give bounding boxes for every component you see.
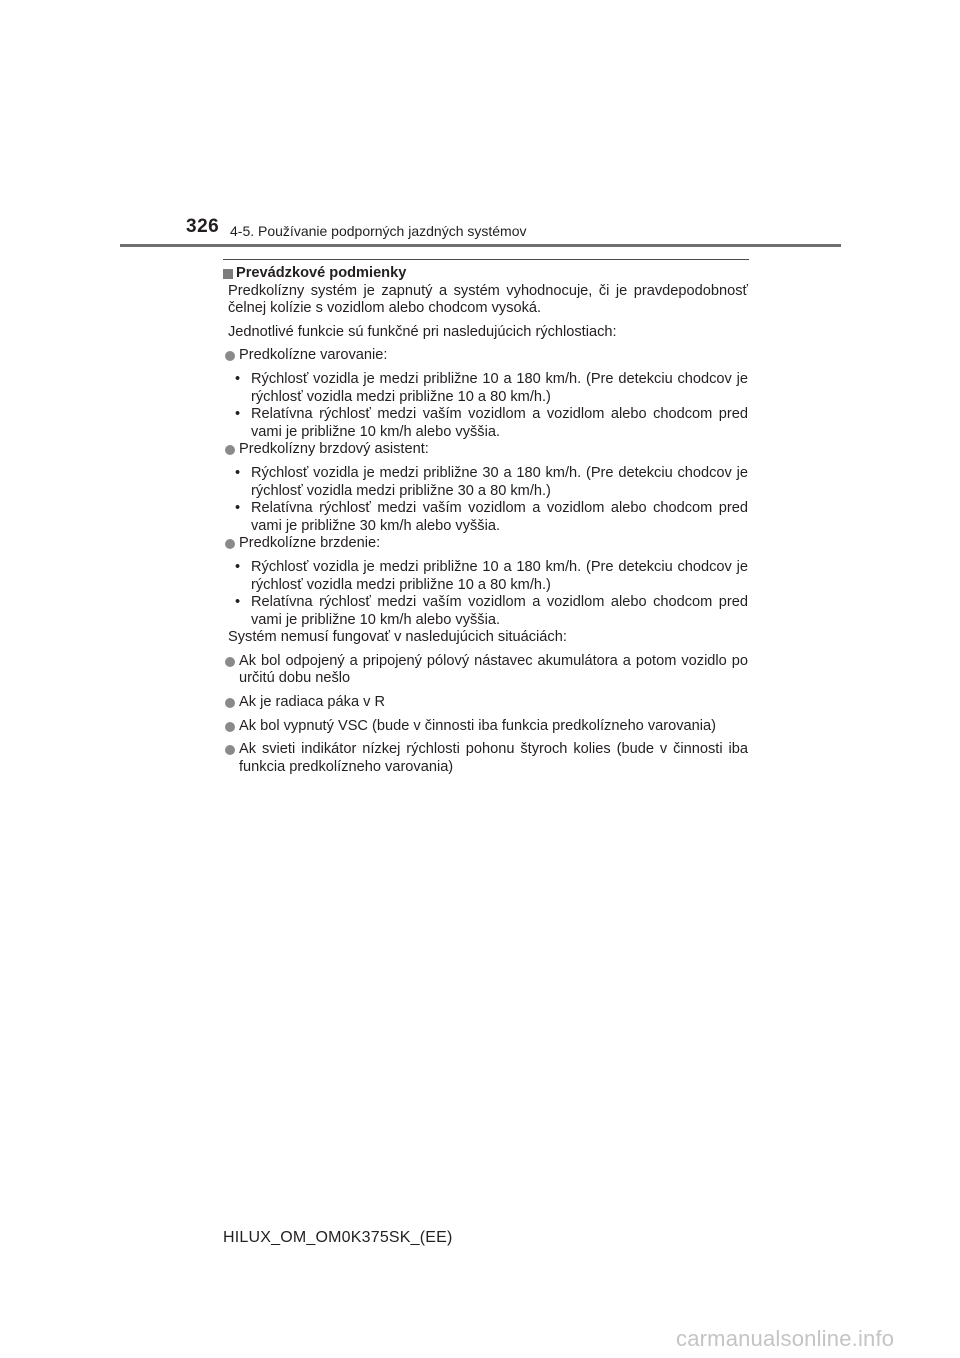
dot-marker: •: [235, 370, 241, 387]
dot-marker: •: [235, 500, 241, 517]
condition-item: [224, 371, 748, 406]
dot-marker: •: [235, 558, 241, 575]
condition-item: [224, 559, 748, 594]
circle-bullet-icon: [225, 657, 235, 667]
condition-item: [224, 500, 748, 535]
function-item: [224, 347, 748, 365]
function-label: Predkolízny brzdový asistent:: [239, 441, 429, 458]
header-rule: [120, 244, 841, 247]
dot-marker: •: [235, 594, 241, 611]
limitation-item: [224, 653, 748, 688]
circle-bullet-icon: [225, 351, 235, 361]
content-body: [224, 265, 748, 776]
condition-text: Relatívna rýchlosť medzi vaším vozidlom a vozidlom alebo chodcom pred vami je približne 10 km/h alebo vyššia.: [251, 406, 748, 440]
square-bullet-icon: [223, 269, 233, 279]
function-label: Predkolízne varovanie:: [239, 347, 388, 364]
watermark: carmanualsonline.info: [676, 1326, 895, 1351]
speeds-paragraph: Jednotlivé funkcie sú funkčné pri nasledujúcich rýchlostiach:: [228, 323, 617, 340]
limitation-text: Ak je radiaca páka v R: [239, 694, 386, 711]
limitation-text: Ak bol vypnutý VSC (bude v činnosti iba funkcia predkolízneho varovania): [239, 717, 716, 734]
circle-bullet-icon: [225, 722, 235, 732]
function-label: Predkolízne brzdenie:: [239, 535, 381, 552]
section-title: 4-5. Používanie podporných jazdných systémov: [230, 223, 527, 239]
dot-marker: •: [235, 464, 241, 481]
circle-bullet-icon: [225, 745, 235, 755]
condition-text: Rýchlosť vozidla je medzi približne 10 a 180 km/h. (Pre detekciu chodcov je rýchlosť vozidla medzi približne 10 a 80 km/h.): [251, 558, 748, 593]
manual-code: HILUX_OM_OM0K375SK_(EE): [223, 1229, 453, 1246]
page-number: 326: [186, 216, 220, 237]
condition-item: [224, 465, 748, 500]
circle-bullet-icon: [225, 698, 235, 708]
limitations-intro: Systém nemusí fungovať v nasledujúcich situáciách:: [228, 629, 567, 646]
condition-item: [224, 406, 748, 441]
condition-text: Relatívna rýchlosť medzi vaším vozidlom a vozidlom alebo chodcom pred vami je približne 10 km/h alebo vyššia.: [251, 594, 748, 628]
function-item: [224, 535, 748, 553]
dot-marker: •: [235, 406, 241, 423]
section-divider: [223, 259, 749, 260]
limitation-text: Ak bol odpojený a pripojený pólový nástavec akumulátora a potom vozidlo po určitú dobu nešlo: [239, 652, 748, 687]
heading-text: Prevádzkové podmienky: [236, 265, 407, 281]
condition-item: [224, 594, 748, 629]
circle-bullet-icon: [225, 445, 235, 455]
function-item: [224, 441, 748, 459]
condition-text: Rýchlosť vozidla je medzi približne 10 a 180 km/h. (Pre detekciu chodcov je rýchlosť vozidla medzi približne 10 a 80 km/h.): [251, 370, 748, 405]
condition-text: Rýchlosť vozidla je medzi približne 30 a 180 km/h. (Pre detekciu chodcov je rýchlosť vozidla medzi približne 30 a 80 km/h.): [251, 464, 748, 499]
limitation-item: [224, 694, 748, 712]
circle-bullet-icon: [225, 539, 235, 549]
section-heading: [223, 265, 748, 283]
condition-text: Relatívna rýchlosť medzi vaším vozidlom a vozidlom alebo chodcom pred vami je približne 30 km/h alebo vyššia.: [251, 500, 748, 534]
limitation-text: Ak svieti indikátor nízkej rýchlosti pohonu štyroch kolies (bude v činnosti iba funkcia predkolízneho varovania): [239, 741, 748, 775]
limitation-item: [224, 718, 748, 736]
intro-paragraph: Predkolízny systém je zapnutý a systém vyhodnocuje, či je pravdepodobnosť čelnej kolízie s vozidlom alebo chodcom vysoká.: [228, 282, 748, 317]
limitation-item: [224, 741, 748, 776]
